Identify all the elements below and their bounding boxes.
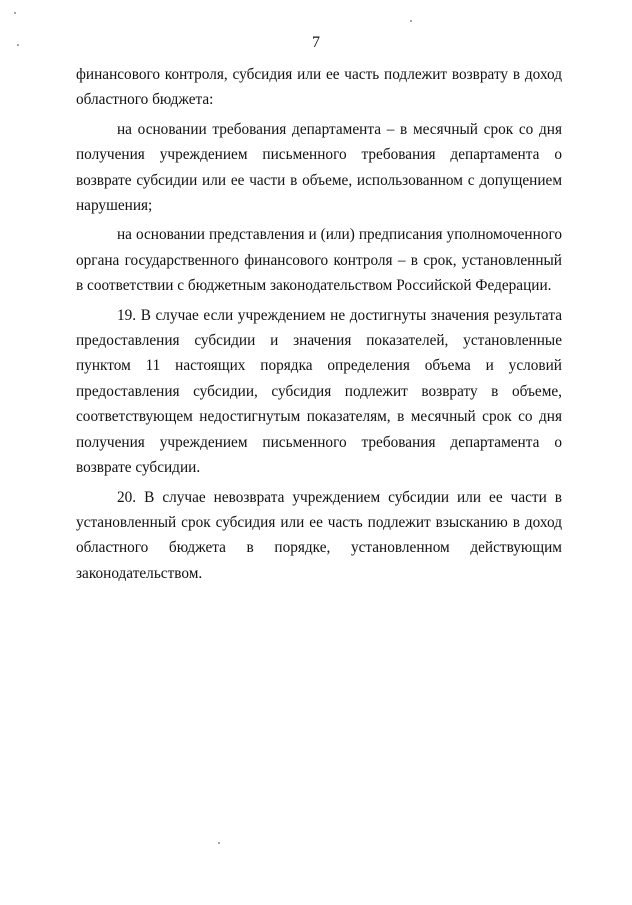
scan-speck xyxy=(218,842,220,844)
document-body xyxy=(76,62,562,586)
paragraph-control-order: на основании представления и (или) предписания уполномоченного органа государственного финансового контроля – в срок, установленный в соответствии с бюджетным законодательством Российской Федерации. xyxy=(76,226,562,295)
paragraph-department-requirement: на основании требования департамента – в месячный срок со дня получения учреждением письменного требования департамента о возврате субсидии или ее части в объеме, использованном с допущением нарушения; xyxy=(76,120,562,215)
paragraph-item-20: 20. В случае невозврата учреждением субсидии или ее части в установленный срок субсидия или ее часть подлежит взысканию в доход областного бюджета в порядке, установленном действующим законодательством. xyxy=(76,488,562,582)
scan-speck xyxy=(410,20,412,22)
page-number: 7 xyxy=(312,34,320,51)
paragraph-continuation: финансового контроля, субсидия или ее часть подлежит возврату в доход областного бюджета: xyxy=(76,66,562,109)
scan-speck xyxy=(14,12,16,14)
paragraph-item-19: 19. В случае если учреждением не достигнуты значения результата предоставления субсидии и значения показателей, установленные пунктом 11 настоящих порядка определения объема и условий предоставления субсидии, субсидия подлежит возврату в объеме, соответствующем недостигнутым показателям, в месячный срок со дня получения учреждением письменного требования департамента о возврате субсидии. xyxy=(76,306,562,477)
